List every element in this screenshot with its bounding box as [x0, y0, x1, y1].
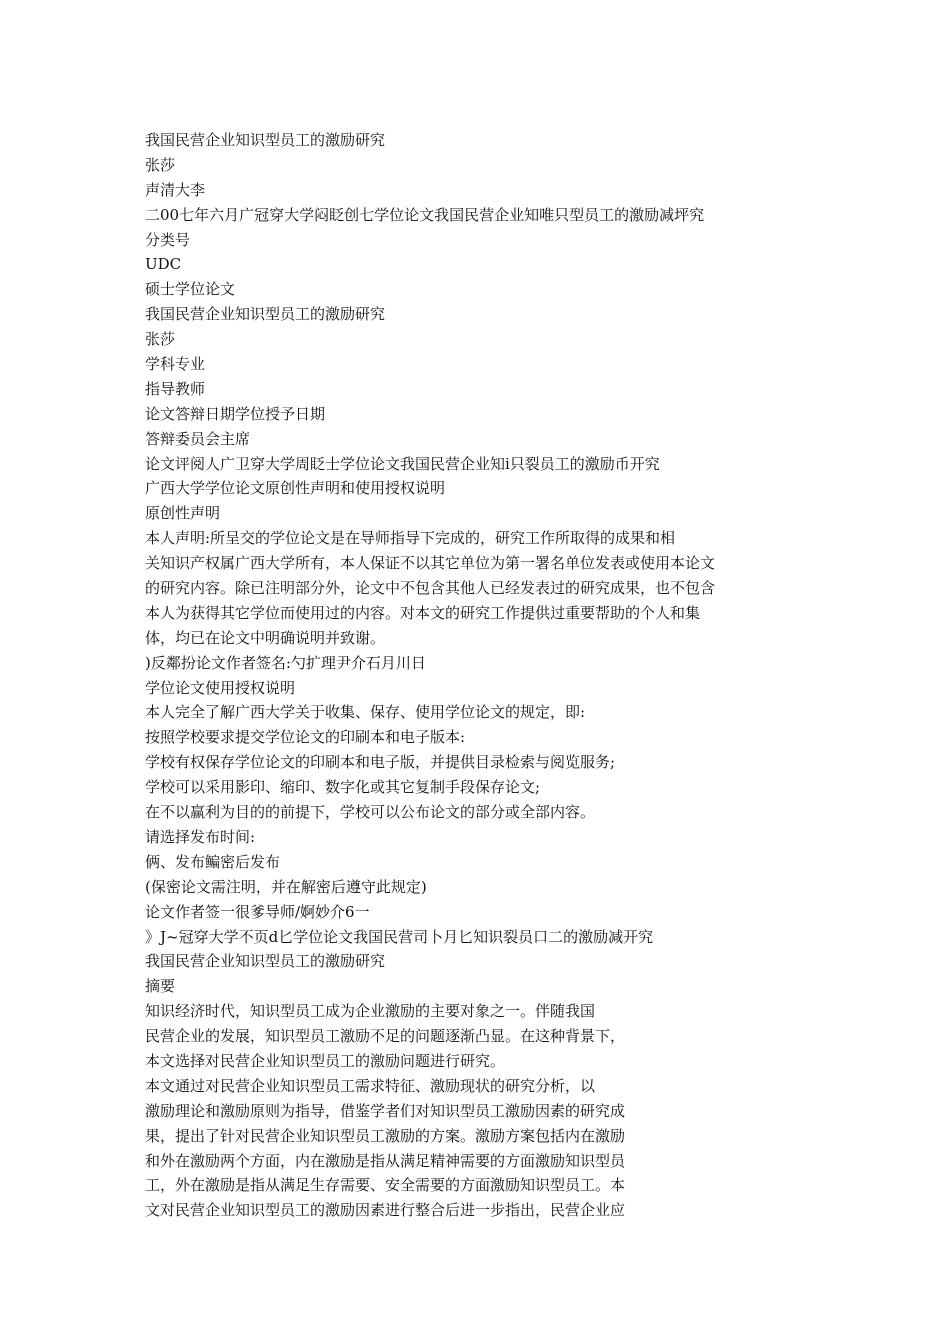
paragraph-line: 在不以赢利为目的的前提下，学校可以公布论文的部分或全部内容。 [145, 803, 596, 822]
paragraph-line: 本人为获得其它学位而使用过的内容。对本文的研究工作提供过重要帮助的个人和集 [145, 603, 701, 622]
section-heading: 学位论文使用授权说明 [145, 678, 296, 697]
major-label: 学科专业 [145, 355, 206, 374]
paragraph-line: 激励理论和激励原则为指导，借鉴学者们对知识型员工激励因素的研究成 [145, 1101, 626, 1120]
paragraph-line: 本人声明:所呈交的学位论文是在导师指导下完成的，研究工作所取得的成果和相 [145, 529, 676, 548]
author-line: 张莎 [145, 330, 176, 349]
paragraph-line: 民营企业的发展，知识型员工激励不足的问题逐渐凸显。在这种背景下， [145, 1027, 626, 1046]
paragraph-line: 学校有权保存学位论文的印刷本和电子版，并提供目录检索与阅览服务; [145, 753, 616, 772]
defense-date-label: 论文答辩日期学位授予日期 [145, 404, 326, 423]
section-heading: 广西大学学位论文原创性声明和使用授权说明 [145, 479, 446, 498]
text-line: 声清大李 [145, 180, 206, 199]
paragraph-line: 本文选择对民营企业知识型员工的激励问题进行研究。 [145, 1051, 506, 1070]
paragraph-line: 体，均已在论文中明确说明并致谢。 [145, 628, 386, 647]
text-line: 论文评阅人广卫穿大学周眨士学位论文我国民营企业知i只裂员工的激励币开究 [145, 454, 660, 473]
abstract-heading: 摘要 [145, 977, 176, 996]
paragraph-line: 按照学校要求提交学位论文的印刷本和电子版本: [145, 728, 466, 747]
paragraph-line: 的研究内容。除已注明部分外，论文中不包含其他人已经发表过的研究成果，也不包含 [145, 579, 716, 598]
document-page [145, 128, 805, 1223]
section-heading: 原创性声明 [145, 504, 221, 523]
paragraph-line: 果，提出了针对民营企业知识型员工激励的方案。激励方案包括内在激励 [145, 1126, 626, 1145]
paragraph-line: 学校可以采用影印、缩印、数字化或其它复制手段保存论文; [145, 778, 541, 797]
title-line: 我国民营企业知识型员工的激励研究 [145, 305, 386, 324]
advisor-label: 指导教师 [145, 379, 206, 398]
udc-label: UDC [145, 255, 182, 274]
text-line: 》J~冠穿大学不页d匕学位论文我国民营司卜月匕知识裂员口二的激励减开究 [145, 927, 654, 946]
degree-label: 硕士学位论文 [145, 280, 236, 299]
paragraph-line: 关知识产权属广西大学所有，本人保证不以其它单位为第一署名单位发表或使用本论文 [145, 554, 716, 573]
paragraph-line: 俩、发布鳊密后发布 [145, 852, 281, 871]
paragraph-line: 本文通过对民营企业知识型员工需求特征、激励现状的研究分析，以 [145, 1076, 596, 1095]
classification-label: 分类号 [145, 230, 191, 249]
signature-line: 论文作者签一很爹导师/婀妙介6一 [145, 902, 370, 921]
paragraph-line: 和外在激励两个方面，内在激励是指从满足精神需要的方面激励知识型员 [145, 1151, 626, 1170]
paragraph-line: 文对民营企业知识型员工的激励因素进行整合后进一步指出，民营企业应 [145, 1201, 626, 1220]
text-line: 二00七年六月广冠穿大学闷眨创七学位论文我国民营企业知唯只型员工的激励减坪究 [145, 205, 705, 224]
paragraph-line: (保密论文需注明，并在解密后遵守此规定) [145, 877, 427, 896]
title-line: 我国民营企业知识型员工的激励研究 [145, 952, 386, 971]
author-line: 张莎 [145, 155, 176, 174]
paragraph-line: 本人完全了解广西大学关于收集、保存、使用学位论文的规定，即: [145, 703, 586, 722]
paragraph-line: 请选择发布时间: [145, 827, 256, 846]
title-line: 我国民营企业知识型员工的激励研究 [145, 131, 386, 149]
paragraph-line: 知识经济时代，知识型员工成为企业激励的主要对象之一。伴随我国 [145, 1002, 596, 1021]
signature-line: )反鄰扮论文作者签名:勺扩理尹介石月川日 [145, 653, 426, 672]
paragraph-line: 工，外在激励是指从满足生存需要、安全需要的方面激励知识型员工。本 [145, 1176, 626, 1195]
committee-chair-label: 答辩委员会主席 [145, 429, 251, 448]
